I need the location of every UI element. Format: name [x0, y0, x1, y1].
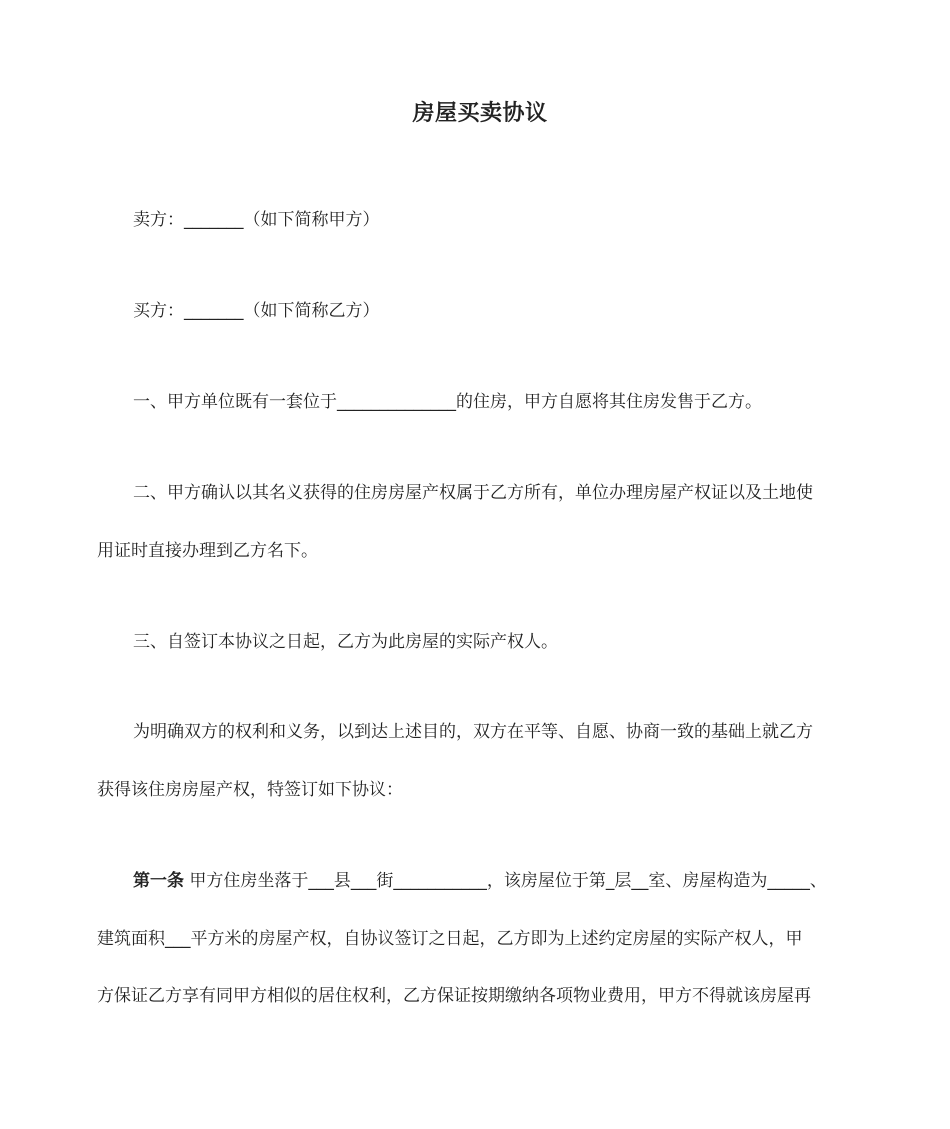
seller-line: 卖方：_______（如下简称甲方） — [133, 210, 380, 230]
buyer-line: 买方：_______（如下简称乙方） — [133, 301, 380, 321]
clause-3: 三、自签订本协议之日起，乙方为此房屋的实际产权人。 — [133, 632, 558, 652]
document-title: 房屋买卖协议 — [412, 101, 548, 126]
article-1-heading: 第一条 — [133, 871, 184, 891]
purpose-line-2: 获得该住房房屋产权，特签订如下协议： — [97, 780, 403, 800]
purpose-line-1: 为明确双方的权利和义务，以到达上述目的，双方在平等、自愿、协商一致的基础上就乙方 — [133, 722, 813, 742]
clause-2-line-2: 用证时直接办理到乙方名下。 — [97, 541, 318, 561]
article-1-line-1 — [133, 867, 827, 895]
article-1-line-3: 方保证乙方享有同甲方相似的居住权利，乙方保证按期缴纳各项物业费用，甲方不得就该房屋再 — [97, 986, 811, 1006]
article-1-line-2: 建筑面积___平方米的房屋产权，自协议签订之日起，乙方即为上述约定房屋的实际产权人，甲 — [97, 929, 803, 949]
article-1-text: 甲方住房坐落于___县___街___________，该房屋位于第_层__室、房屋构造为_____、 — [184, 871, 827, 891]
clause-1: 一、甲方单位既有一套位于______________的住房，甲方自愿将其住房发售于乙方。 — [133, 392, 762, 412]
clause-2-line-1: 二、甲方确认以其名义获得的住房房屋产权属于乙方所有，单位办理房屋产权证以及土地使 — [133, 483, 813, 503]
